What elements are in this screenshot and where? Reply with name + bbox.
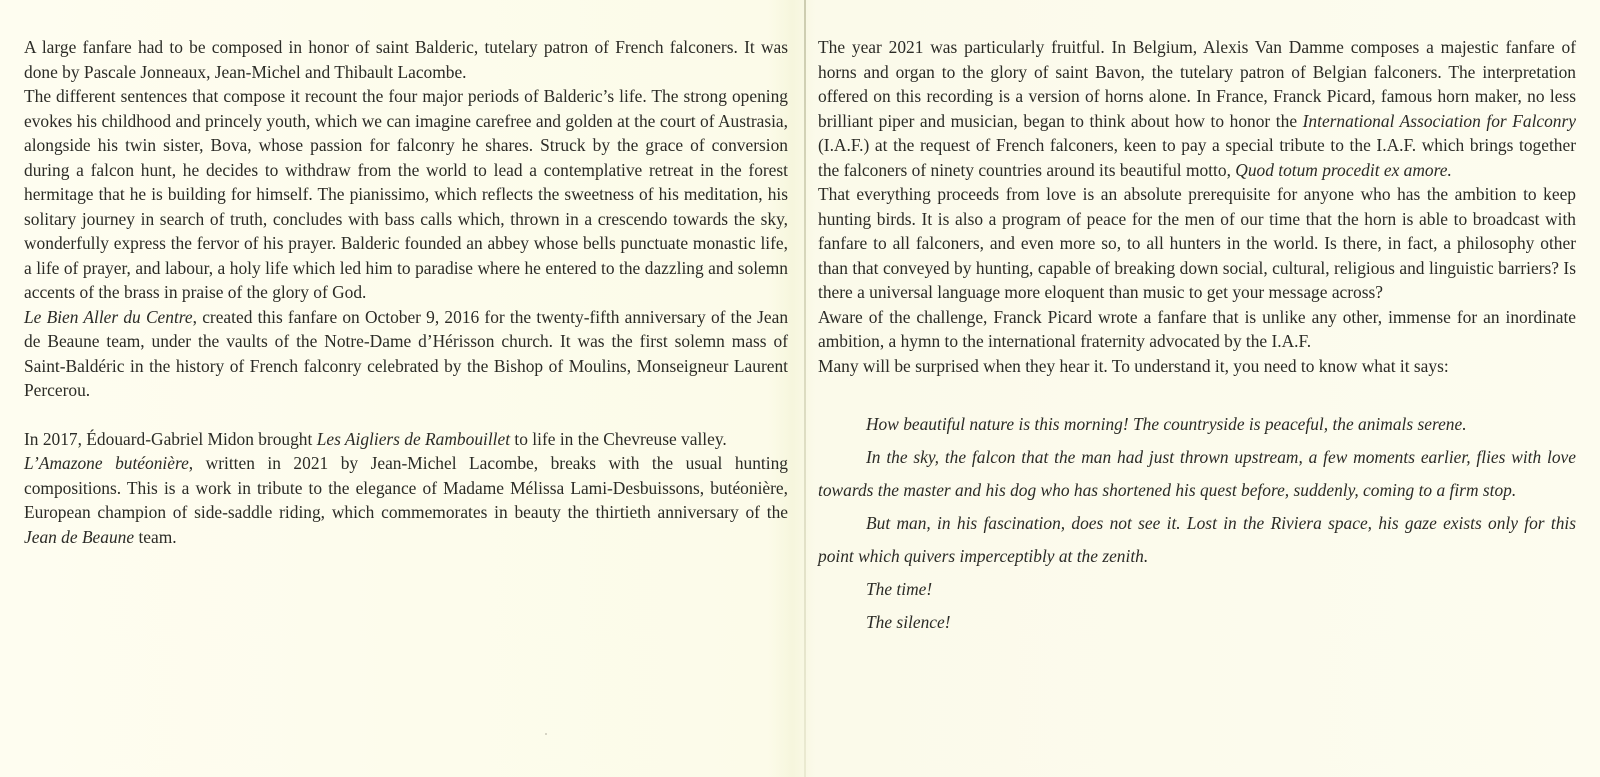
poem-line: But man, in his fascination, does not see it. Lost in the Riviera space, his gaze exists only for this point which quivers imperceptibly at the zenith. bbox=[818, 513, 1576, 566]
paragraph-challenge: Aware of the challenge, Franck Picard wrote a fanfare that is unlike any other, immense for an inordinate ambition, a hymn to the international fraternity advocated by the I.A.F. bbox=[818, 306, 1576, 351]
poem-line: In the sky, the falcon that the man had just thrown upstream, a few moments earlier, flies with love towards the master and his dog who has shortened his quest before, suddenly, coming to a firm stop. bbox=[818, 447, 1576, 500]
paragraph-amazone: L’Amazone butéonière, written in 2021 by Jean-Michel Lacombe, breaks with the usual hunting compositions. This is a work in tribute to the elegance of Madame Mélissa Lami-Desbuissons, butéonière, European champion of side-saddle riding, which commemorates in beauty the thirtieth anniversary of the Jean de Beaune team. bbox=[24, 453, 788, 547]
page-fold bbox=[804, 0, 806, 777]
team-name: Jean de Beaune bbox=[24, 526, 135, 547]
paragraph-love: That everything proceeds from love is an absolute prerequisite for anyone who has the ambition to keep hunting birds. It is also a program of peace for the men of our time that the horn is able to broadcast with fanfare to all falconers, and even more so, to all hunters in the world. Is there, in fact, a philosophy other than that conveyed by hunting, capable of breaking down social, cultural, religious and linguistic barriers? Is there a universal language more eloquent than music to get your message across? bbox=[818, 184, 1576, 302]
motto: Quod totum procedit ex amore. bbox=[1235, 159, 1452, 180]
ensemble-name: Le Bien Aller du Centre bbox=[24, 306, 193, 327]
poem-line: The silence! bbox=[866, 612, 951, 632]
poem-line: How beautiful nature is this morning! The countryside is peaceful, the animals serene. bbox=[866, 414, 1467, 434]
paragraph-year-2021: The year 2021 was particularly fruitful. In Belgium, Alexis Van Damme composes a majestic fanfare of horns and organ to the glory of saint Bavon, the tutelary patron of Belgian falconers. The interpretation offered on this recording is a version of horns alone. In France, Franck Picard, famous horn maker, no less brilliant piper and musician, began to think about how to honor the International Association for Falconry (I.A.F.) at the request of French falconers, keen to pay a special tribute to the I.A.F. which brings together the falconers of ninety countries around its beautiful motto, Quod totum procedit ex amore. bbox=[818, 37, 1576, 180]
work-title: Les Aigliers de Rambouillet bbox=[316, 428, 511, 449]
left-page bbox=[24, 35, 788, 549]
paragraph-balderic-fanfare: A large fanfare had to be composed in honor of saint Balderic, tutelary patron of French falconers. It was done by Pascale Jonneaux, Jean-Michel and Thibault Lacombe. bbox=[24, 37, 788, 82]
paragraph-midon: In 2017, Édouard-Gabriel Midon brought Les Aigliers de Rambouillet to life in the Chevreuse valley. bbox=[24, 428, 727, 449]
paragraph-balderic-life: The different sentences that compose it recount the four major periods of Balderic’s life. The strong opening evokes his childhood and princely youth, which we can imagine carefree and golden at the court of Austrasia, alongside his twin sister, Bova, whose passion for falconry he shares. Struck by the grace of conversion during a falcon hunt, he decides to withdraw from the world to lead a contemplative retreat in the forest hermitage that he is building for himself. The pianissimo, which reflects the sweetness of his meditation, his solitary journey in search of truth, concludes with bass calls which, thrown in a crescendo towards the sky, wonderfully express the fervor of his prayer. Balderic founded an abbey whose bells punctuate monastic life, a life of prayer, and labour, a holy life which led him to paradise where he entered to the dazzling and solemn accents of the brass in praise of the glory of God. bbox=[24, 86, 788, 302]
right-page bbox=[818, 35, 1576, 639]
organization-name: International Association for Falconry bbox=[1302, 110, 1576, 131]
paragraph-surprise: Many will be surprised when they hear it. To understand it, you need to know what it says: bbox=[818, 355, 1449, 376]
paper-speck bbox=[545, 733, 547, 735]
poem bbox=[818, 408, 1576, 639]
poem-line: The time! bbox=[866, 579, 933, 599]
work-title: L’Amazone butéonière bbox=[24, 453, 189, 473]
paragraph-bien-aller: Le Bien Aller du Centre, created this fanfare on October 9, 2016 for the twenty-fifth anniversary of the Jean de Beaune team, under the vaults of the Notre-Dame d’Hérisson church. It was the first solemn mass of Saint-Baldéric in the history of French falconry celebrated by the Bishop of Moulins, Monseigneur Laurent Percerou. bbox=[24, 306, 789, 400]
